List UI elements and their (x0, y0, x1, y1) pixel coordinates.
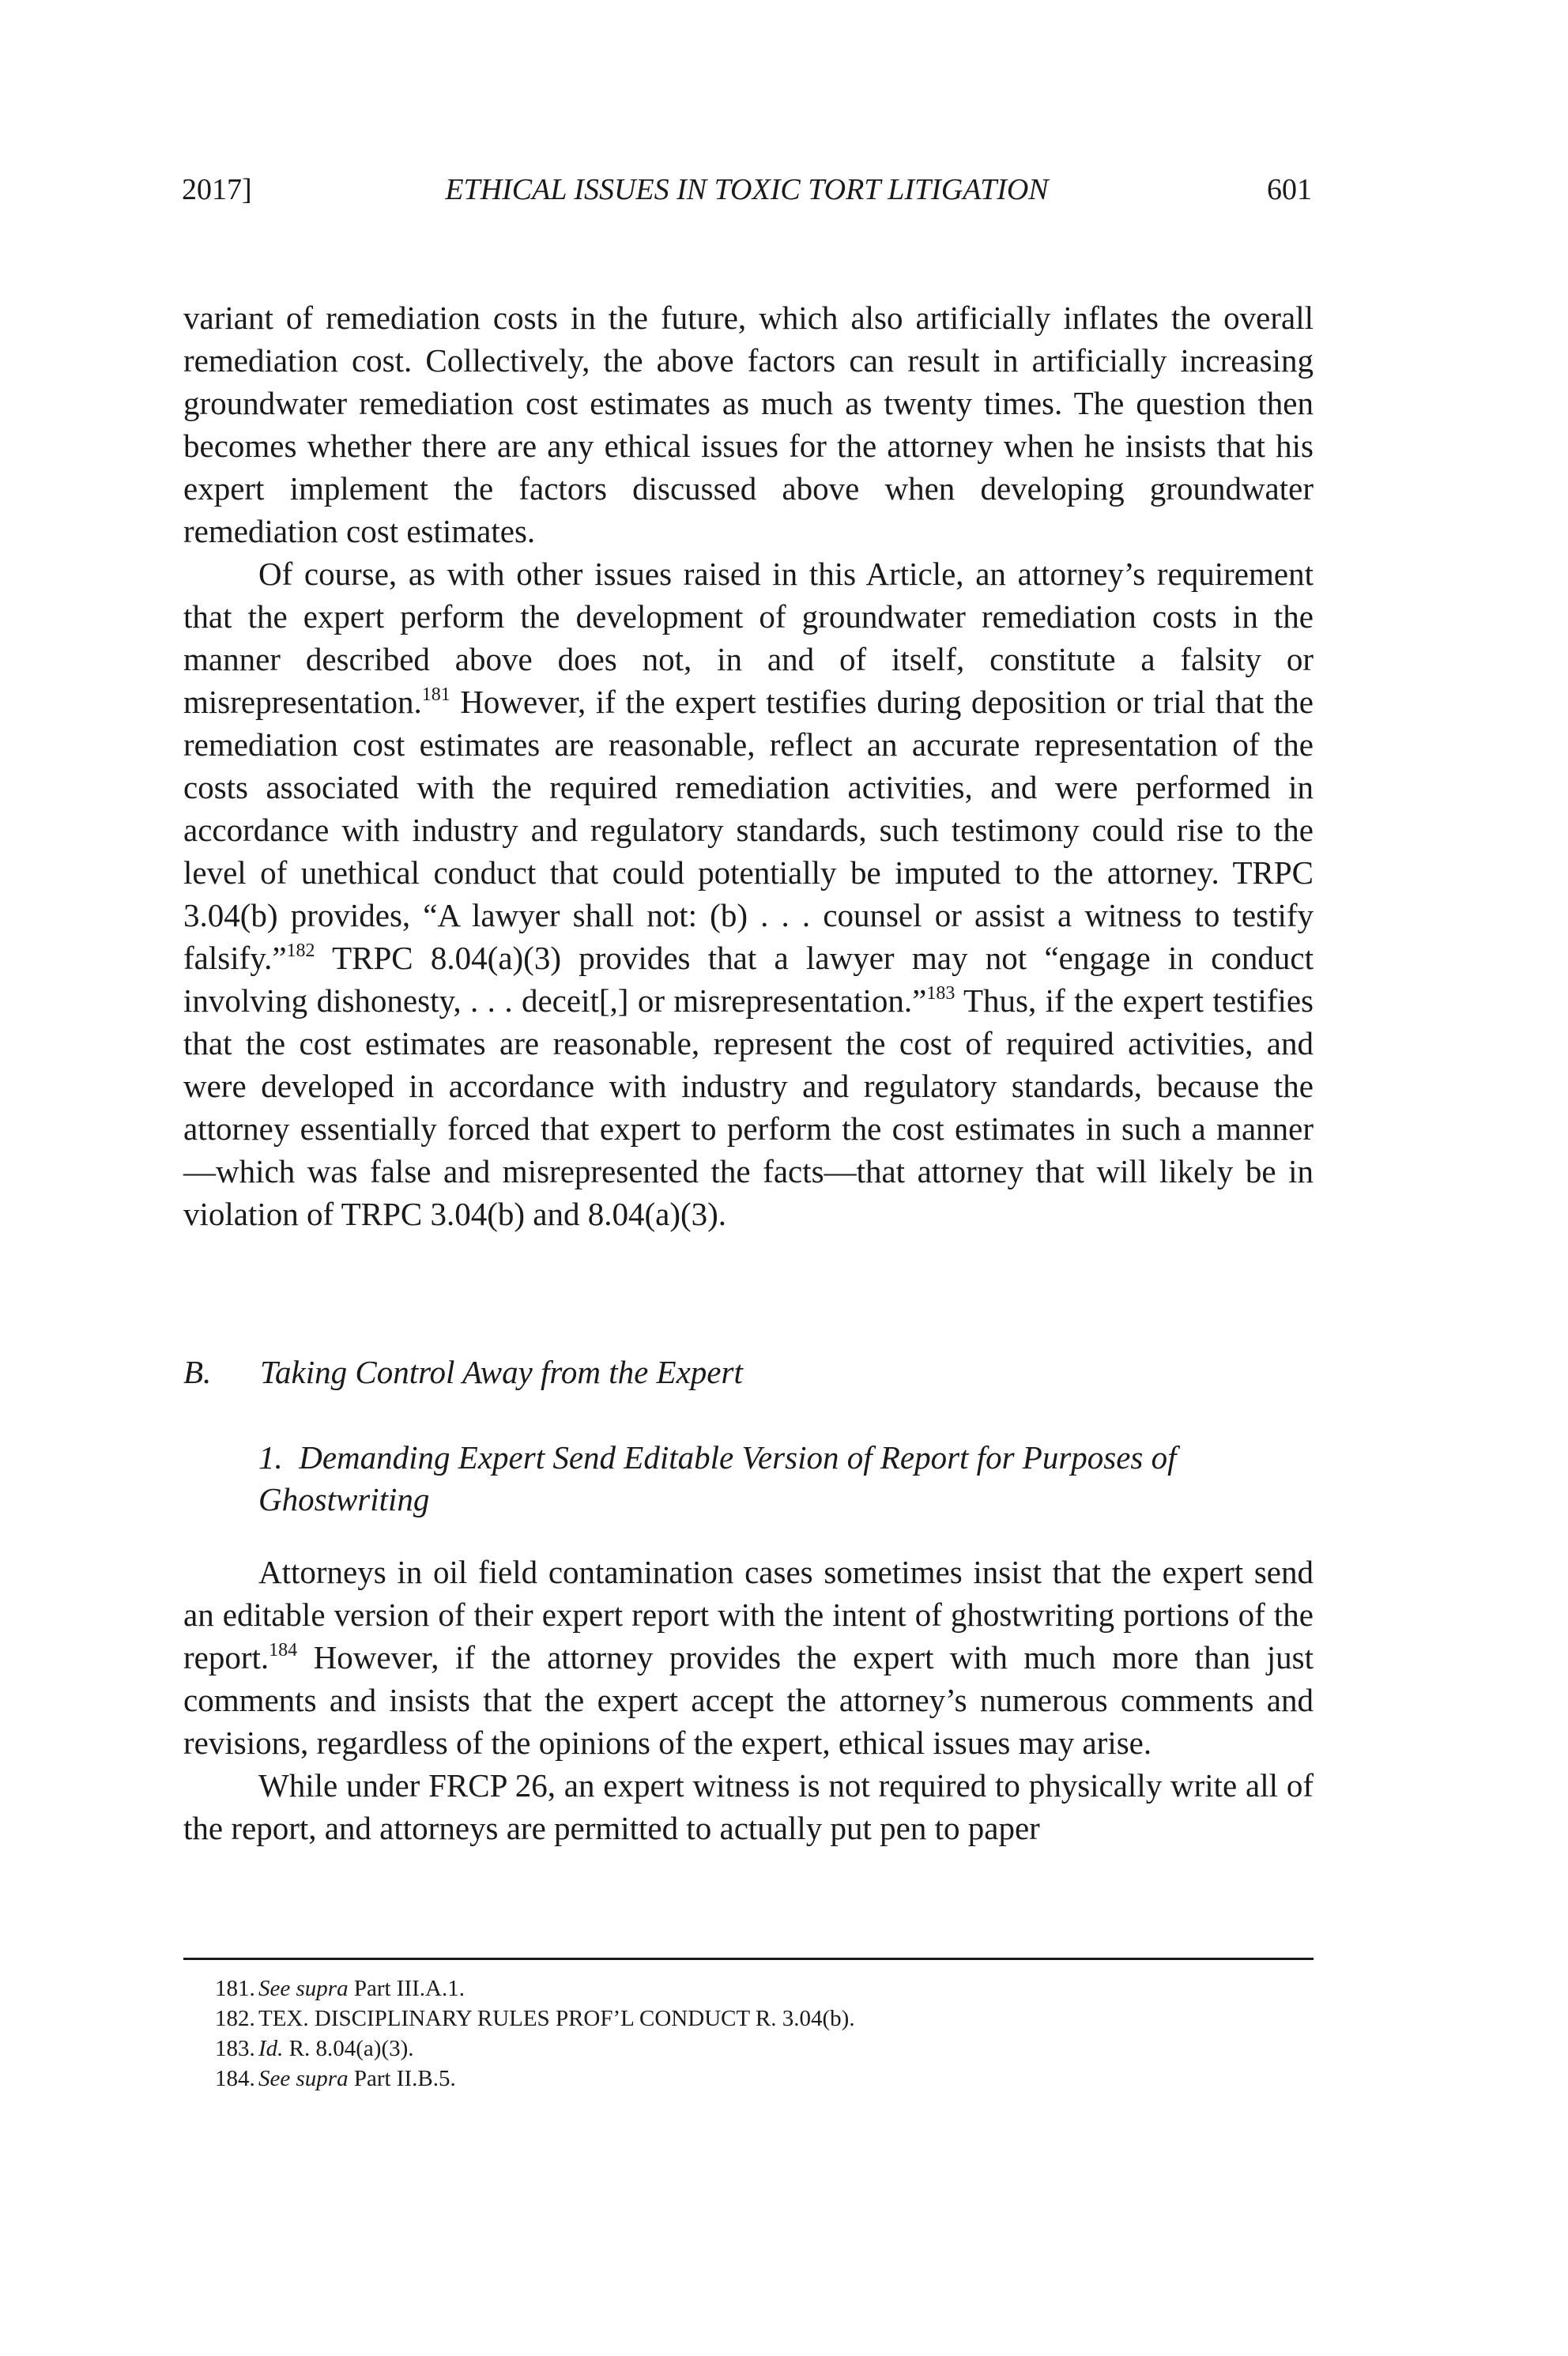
running-header (182, 172, 1312, 220)
footnote-number: 184. (215, 2066, 255, 2091)
subsection-title: Demanding Expert Send Editable Version of Report for Purposes of Ghostwriting (258, 1439, 1177, 1517)
paragraph-1: variant of remediation costs in the future, which also artificially inflates the overall remediation cost. Collectively, the above factors can result in artificially increasing groundwater remediation cost estimates as much as twenty times. The question then becomes whether there are any ethical issues for the attorney when he insists that his expert implement the factors discussed above when developing groundwater remediation cost estimates. (183, 300, 1314, 549)
section-title: Taking Control Away from the Expert (260, 1354, 743, 1390)
paragraph-3-part-b: However, if the attorney provides the expert with much more than just comments and insists that the expert accept the attorney’s numerous comments and revisions, regardless of the opinions of the expert, ethical issues may arise. (183, 1639, 1314, 1761)
footnote-body: R. 8.04(a)(3). (283, 2036, 414, 2061)
footnote-183 (183, 2034, 1314, 2064)
paragraph-2-part-a: Of course, as with other issues raised in this Article, an attorney’s requirement that the expert perform the development of groundwater remediation costs in the manner described above does not, in and of itself, constitute a falsity or misrepresentation. (183, 556, 1314, 720)
volume-year: 2017] (182, 173, 252, 206)
paragraph-2 (183, 552, 1314, 1235)
footnote-number: 182. (215, 2006, 255, 2031)
footnote-181 (183, 1973, 1314, 2004)
footnote-text (258, 2034, 414, 2064)
footnotes (183, 1973, 1314, 2094)
footnote-divider (183, 1958, 1314, 1960)
footnote-ref-181[interactable]: 181 (421, 684, 450, 705)
footnote-body: Part III.A.1. (348, 1976, 465, 2001)
footnote-body: Part II.B.5. (348, 2066, 456, 2091)
page-number: 601 (1267, 173, 1312, 206)
footnote-184 (183, 2064, 1314, 2094)
paragraph-4: While under FRCP 26, an expert witness is not required to physically write all of the report, and attorneys are permitted to actually put pen to paper (183, 1767, 1314, 1846)
footnote-text (258, 1973, 465, 2004)
paragraph-2-part-c: TRPC 8.04(a)(3) provides that a lawyer may not “engage in conduct involving dishonesty, . . . deceit[,] or misrepresentation.” (183, 940, 1314, 1019)
footnote-text (258, 2064, 456, 2094)
main-text-continued (183, 1551, 1314, 1849)
footnote-ref-182[interactable]: 182 (286, 941, 315, 961)
section-heading (183, 1353, 743, 1391)
footnote-signal: See supra (258, 1976, 349, 2001)
paragraph-2-part-d: Thus, if the expert testifies that the cost estimates are reasonable, represent the cost of required activities, and were developed in accordance with industry and regulatory standards, because the attorney essentially forced that expert to perform the cost estimates in such a manner—which was false and misrepresented the facts—that attorney that will likely be in violation of TRPC 3.04(b) and 8.04(a)(3). (183, 982, 1314, 1232)
footnote-number: 183. (215, 2036, 255, 2061)
footnote-ref-183[interactable]: 183 (926, 983, 956, 1004)
footnote-number: 181. (215, 1976, 255, 2001)
footnote-body: TEX. DISCIPLINARY RULES PROF’L CONDUCT R. 3.04(b). (258, 2006, 855, 2031)
paragraph-2-part-b: However, if the expert testifies during deposition or trial that the remediation cost estimates are reasonable, reflect an accurate representation of the costs associated with the required remediation activities, and were performed in accordance with industry and regulatory standards, such testimony could rise to the level of unethical conduct that could potentially be imputed to the attorney. TRPC 3.04(b) provides, “A lawyer shall not: (b) . . . counsel or assist a witness to testify falsify.” (183, 684, 1314, 976)
footnote-signal: Id. (258, 2036, 284, 2061)
footnote-ref-184[interactable]: 184 (269, 1640, 298, 1661)
section-label: B. (183, 1354, 212, 1390)
main-text (183, 296, 1314, 1235)
running-title: ETHICAL ISSUES IN TOXIC TORT LITIGATION (445, 173, 1049, 206)
footnote-signal: See supra (258, 2066, 349, 2091)
subsection-heading (258, 1437, 1302, 1521)
footnote-text (258, 2004, 855, 2034)
footnote-182 (183, 2004, 1314, 2034)
paragraph-3-part-a: Attorneys in oil field contamination cases sometimes insist that the expert send an editable version of their expert report with the intent of ghostwriting portions of the report. (183, 1554, 1314, 1676)
paragraph-3 (183, 1551, 1314, 1764)
subsection-label: 1. (258, 1439, 283, 1476)
